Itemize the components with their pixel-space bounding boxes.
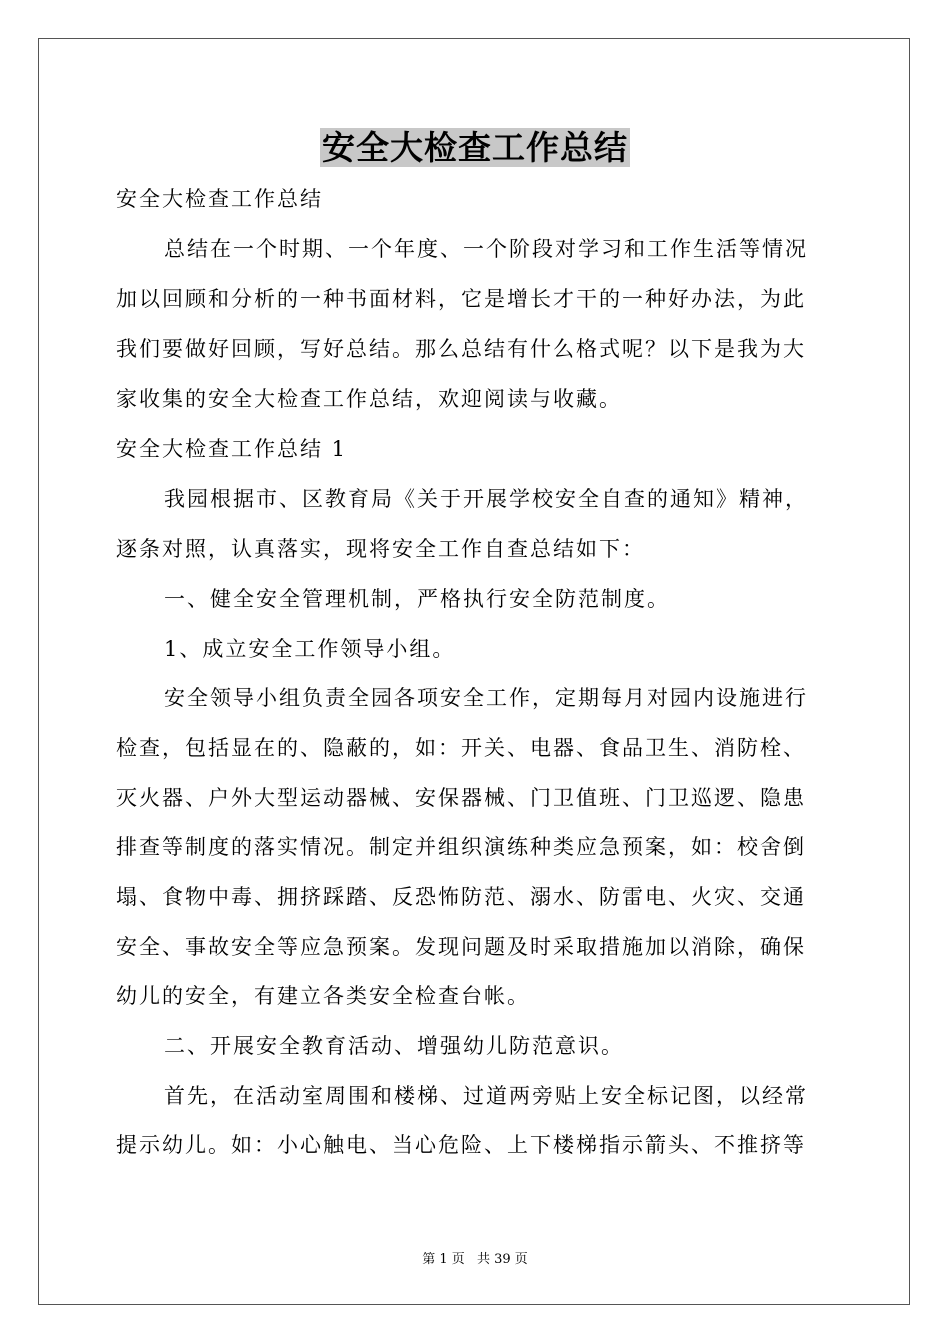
subtitle-line: 安全大检查工作总结 [116,187,323,211]
page-footer [0,1248,950,1267]
paragraph-line: 我们要做好回顾，写好总结。那么总结有什么格式呢？以下是我为大 [116,337,806,361]
paragraph-line: 灭火器、户外大型运动器械、安保器械、门卫值班、门卫巡逻、隐患 [116,786,806,810]
paragraph-line: 1、成立安全工作领导小组。 [164,637,456,661]
paragraph-line: 总结在一个时期、一个年度、一个阶段对学习和工作生活等情况 [164,237,808,261]
page-number: 第 1 页 [422,1252,465,1267]
paragraph-line: 检查，包括显在的、隐蔽的，如：开关、电器、食品卫生、消防栓、 [116,736,806,760]
paragraph-line: 一、健全安全管理机制，严格执行安全防范制度。 [164,587,670,611]
paragraph-line: 二、开展安全教育活动、增强幼儿防范意识。 [164,1034,624,1058]
paragraph-line: 排查等制度的落实情况。制定并组织演练种类应急预案，如：校舍倒 [116,835,806,859]
page-border [38,38,910,1305]
paragraph-line: 安全、事故安全等应急预案。发现问题及时采取措施加以消除，确保 [116,935,806,959]
paragraph-line: 提示幼儿。如：小心触电、当心危险、上下楼梯指示箭头、不推挤等 [116,1133,806,1157]
paragraph-line: 安全领导小组负责全园各项安全工作，定期每月对园内设施进行 [164,686,808,710]
page-total: 共 39 页 [476,1252,528,1267]
paragraph-line: 加以回顾和分析的一种书面材料，它是增长才干的一种好办法，为此 [116,287,806,311]
paragraph-line: 幼儿的安全，有建立各类安全检查台帐。 [116,984,530,1008]
paragraph-line: 家收集的安全大检查工作总结，欢迎阅读与收藏。 [116,387,622,411]
document-title-wrapper [0,126,950,170]
document-title: 安全大检查工作总结 [322,128,628,167]
paragraph-line: 塌、食物中毒、拥挤踩踏、反恐怖防范、溺水、防雷电、火灾、交通 [116,885,806,909]
paragraph-line: 我园根据市、区教育局《关于开展学校安全自查的通知》精神， [164,487,808,511]
paragraph-line: 逐条对照，认真落实，现将安全工作自查总结如下： [116,537,645,561]
paragraph-line: 首先，在活动室周围和楼梯、过道两旁贴上安全标记图，以经常 [164,1084,808,1108]
section-heading: 安全大检查工作总结 1 [116,437,348,461]
